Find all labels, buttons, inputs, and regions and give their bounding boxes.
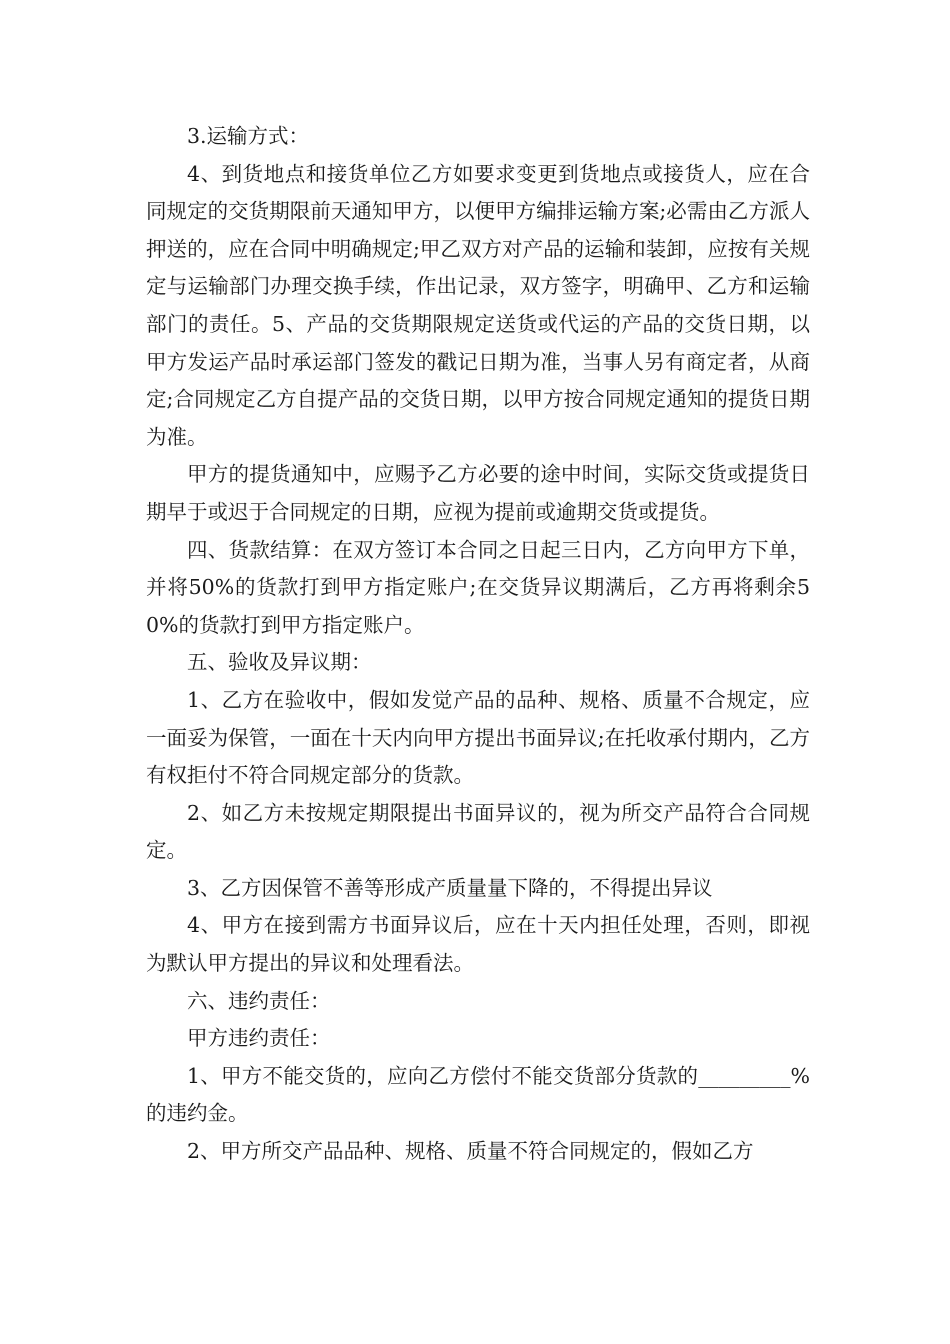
paragraph-inspection-2: 2、如乙方未按规定期限提出书面异议的，视为所交产品符合合同规定。 [146, 800, 810, 863]
paragraph-payment-settlement: 四、货款结算：在双方签订本合同之日起三日内，乙方向甲方下单，并将50%的货款打到甲方指定账户;在交货异议期满后，乙方再将剩余50%的货款打到甲方指定账户。 [146, 537, 810, 637]
paragraph-liability-1: 1、甲方不能交货的，应向乙方偿付不能交货部分货款的_________%的违约金。 [146, 1063, 810, 1126]
paragraph-inspection-4: 4、甲方在接到需方书面异议后，应在十天内担任处理，否则，即视为默认甲方提出的异议和处理看法。 [146, 913, 810, 976]
section-heading-liability: 六、违约责任： [187, 988, 331, 1013]
paragraph-pickup-notice: 甲方的提货通知中，应赐予乙方必要的途中时间，实际交货或提货日期早于或迟于合同规定的日期，应视为提前或逾期交货或提货。 [146, 462, 810, 524]
paragraph-inspection-1: 1、乙方在验收中，假如发觉产品的品种、规格、质量不合规定，应一面妥为保管，一面在十天内向甲方提出书面异议;在托收承付期内，乙方有权拒付不符合同规定部分的货款。 [146, 687, 810, 788]
subheading-party-a-liability: 甲方违约责任： [187, 1026, 331, 1051]
paragraph-inspection-3: 3、乙方因保管不善等形成产质量量下降的，不得提出异议 [187, 875, 713, 900]
paragraph-transport-method: 3.运输方式： [187, 124, 310, 148]
document-body [146, 118, 810, 1171]
section-heading-inspection: 五、验收及异议期： [187, 650, 372, 675]
paragraph-liability-2: 2、甲方所交产品品种、规格、质量不符合同规定的，假如乙方 [187, 1139, 754, 1164]
paragraph-delivery-location: 4、到货地点和接货单位乙方如要求变更到货地点或接货人，应在合同规定的交货期限前天通知甲方，以便甲方编排运输方案;必需由乙方派人押送的，应在合同中明确规定;甲乙双方对产品的运输和装卸，应按有关规定与运输部门办理交换手续，作出记录，双方签字，明确甲、乙方和运输部门的责任。5、产品的交货期限规定送货或代运的产品的交货日期，以甲方发运产品时承运部门签发的戳记日期为准，当事人另有商定者，从商定;合同规定乙方自提产品的交货日期，以甲方按合同规定通知的提货日期为准。 [146, 161, 810, 449]
